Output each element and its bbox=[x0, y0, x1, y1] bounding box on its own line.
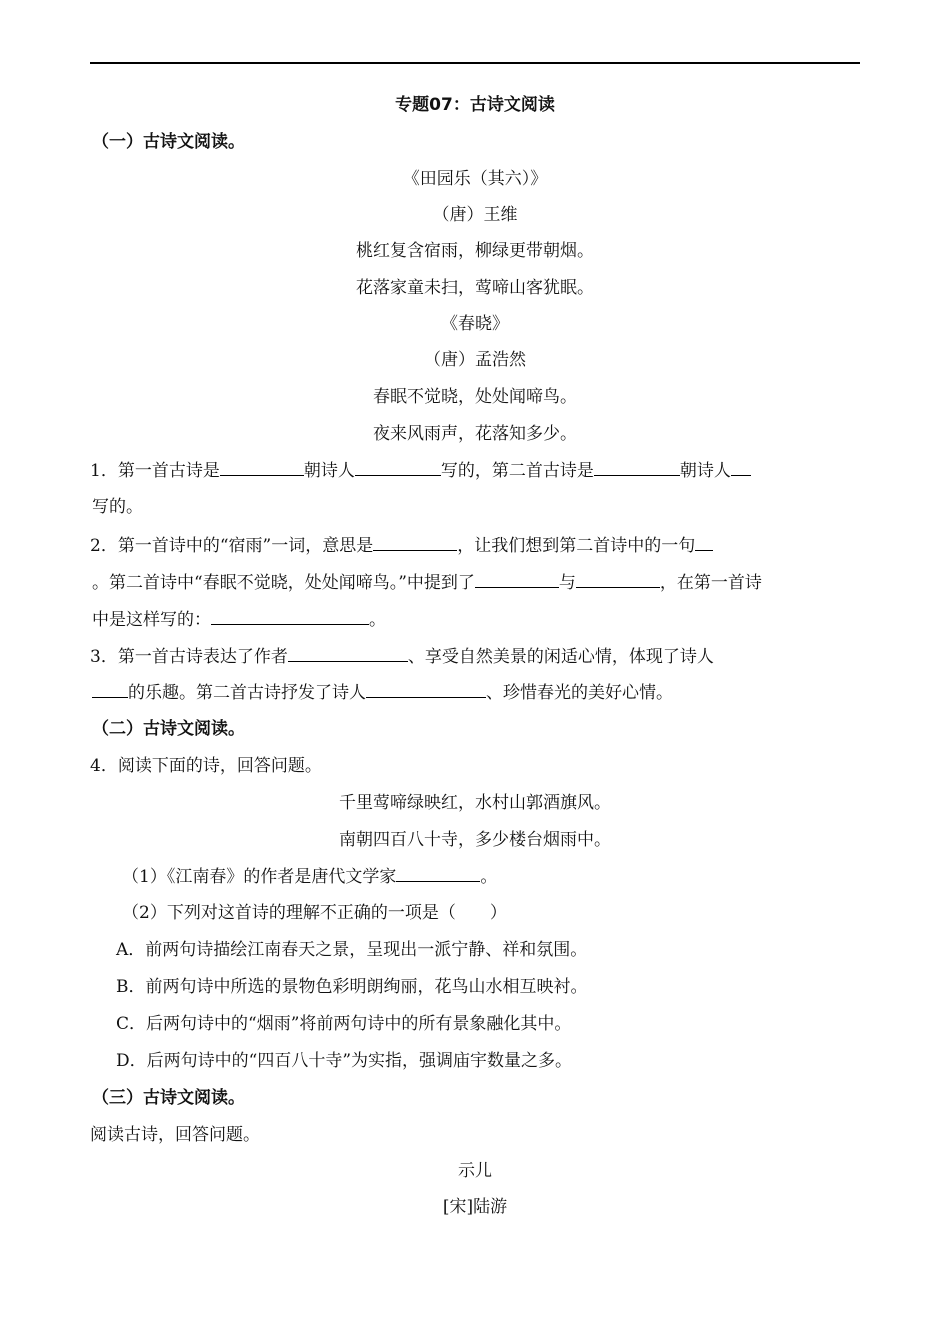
q2-text-5: ，在第一首诗 bbox=[659, 573, 762, 593]
option-c[interactable]: C．后两句诗中的“烟雨”将前两句诗中的所有景象融化其中。 bbox=[116, 1014, 572, 1034]
option-d[interactable]: D．后两句诗中的“四百八十寺”为实指，强调庙宇数量之多。 bbox=[116, 1051, 573, 1071]
answer-blank[interactable] bbox=[475, 571, 559, 588]
q2-text-1: 2．第一首诗中的“宿雨”一词，意思是 bbox=[90, 536, 374, 556]
q1-text-5: 写的。 bbox=[92, 497, 143, 517]
poem3-line2: 南朝四百八十寺，多少楼台烟雨中。 bbox=[339, 830, 611, 850]
question-2-cont bbox=[92, 571, 762, 594]
q3-text-3: 的乐趣。第二首古诗抒发了诗人 bbox=[128, 683, 366, 703]
poem2-author: （唐）孟浩然 bbox=[424, 350, 526, 370]
poem2-line2: 夜来风雨声，花落知多少。 bbox=[373, 424, 577, 444]
q2-text-6: 中是这样写的： bbox=[92, 610, 211, 630]
part3-intro: 阅读古诗，回答问题。 bbox=[90, 1125, 260, 1145]
q1-text-4: 朝诗人 bbox=[679, 461, 731, 481]
q2-text-3: 。第二首诗中“春眠不觉晓，处处闻啼鸟。”中提到了 bbox=[92, 573, 475, 593]
poem1-line1: 桃红复含宿雨，柳绿更带朝烟。 bbox=[356, 241, 594, 261]
question-4-sub1 bbox=[122, 865, 497, 888]
q4-sub1-end: 。 bbox=[480, 867, 498, 887]
section-heading-three: （三）古诗文阅读。 bbox=[92, 1088, 245, 1108]
answer-blank[interactable] bbox=[220, 459, 304, 476]
poem4-title: 示儿 bbox=[458, 1161, 492, 1181]
poem3-line1: 千里莺啼绿映红，水村山郭酒旗风。 bbox=[339, 793, 611, 813]
q2-text-2: ，让我们想到第二首诗中的一句 bbox=[457, 536, 696, 556]
q2-text-7: 。 bbox=[369, 610, 386, 630]
q2-text-4: 与 bbox=[558, 573, 576, 593]
poem4-author: [宋]陆游 bbox=[442, 1197, 508, 1217]
q1-text-2: 朝诗人 bbox=[303, 461, 355, 481]
question-1 bbox=[90, 459, 751, 482]
q3-text-1: 3．第一首古诗表达了作者 bbox=[90, 647, 288, 667]
answer-blank[interactable] bbox=[92, 681, 128, 698]
answer-blank[interactable] bbox=[695, 534, 713, 551]
poem2-title: 《春晓》 bbox=[441, 314, 509, 334]
answer-blank[interactable] bbox=[373, 534, 457, 551]
q3-text-2: 、享受自然美景的闲适心情，体现了诗人 bbox=[407, 647, 714, 667]
question-3 bbox=[90, 645, 714, 668]
q4-sub1-text: （1）《江南春》的作者是唐代文学家 bbox=[122, 867, 397, 887]
q1-text-3: 写的，第二首古诗是 bbox=[440, 461, 594, 481]
question-2 bbox=[90, 534, 713, 557]
page-title: 专题07：古诗文阅读 bbox=[395, 95, 555, 115]
answer-blank[interactable] bbox=[366, 681, 486, 698]
question-4-intro: 4．阅读下面的诗，回答问题。 bbox=[90, 756, 322, 776]
q3-text-4: 、珍惜春光的美好心情。 bbox=[486, 683, 673, 703]
poem2-line1: 春眠不觉晓，处处闻啼鸟。 bbox=[373, 387, 577, 407]
header-rule bbox=[90, 62, 860, 64]
question-2-cont2 bbox=[92, 608, 386, 631]
question-3-cont bbox=[92, 681, 673, 704]
poem1-line2: 花落家童未扫，莺啼山客犹眠。 bbox=[356, 278, 594, 298]
option-a[interactable]: A．前两句诗描绘江南春天之景，呈现出一派宁静、祥和氛围。 bbox=[116, 940, 588, 960]
answer-blank[interactable] bbox=[594, 459, 680, 476]
section-heading-two: （二）古诗文阅读。 bbox=[92, 719, 245, 739]
q1-text-1: 1．第一首古诗是 bbox=[90, 461, 220, 481]
section-heading-one: （一）古诗文阅读。 bbox=[92, 132, 245, 152]
poem1-title: 《田园乐（其六）》 bbox=[402, 169, 548, 189]
answer-blank[interactable] bbox=[576, 571, 660, 588]
answer-blank[interactable] bbox=[396, 865, 480, 882]
answer-blank[interactable] bbox=[211, 608, 369, 625]
option-b[interactable]: B．前两句诗中所选的景物色彩明朗绚丽，花鸟山水相互映衬。 bbox=[116, 977, 588, 997]
answer-blank[interactable] bbox=[731, 459, 751, 476]
poem1-author: （唐）王维 bbox=[432, 205, 518, 225]
answer-blank[interactable] bbox=[288, 645, 408, 662]
question-4-sub2: （2）下列对这首诗的理解不正确的一项是（ ） bbox=[122, 903, 507, 923]
answer-blank[interactable] bbox=[355, 459, 441, 476]
